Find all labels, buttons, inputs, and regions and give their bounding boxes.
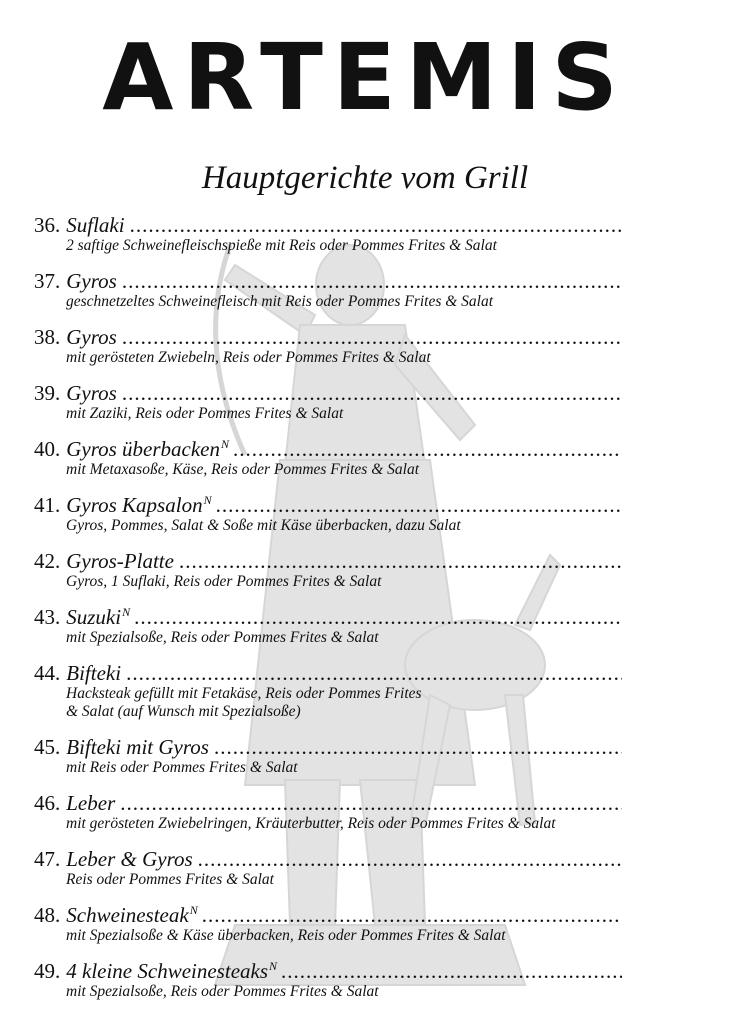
menu-item-number: 47. xyxy=(34,847,61,871)
menu-item-description: mit Spezialsoße, Reis oder Pommes Frites & Salat xyxy=(66,983,379,1000)
dot-leader xyxy=(179,549,622,573)
menu-item-heading xyxy=(34,544,622,573)
dot-leader xyxy=(122,269,622,293)
dot-leader xyxy=(134,605,622,629)
dot-leader xyxy=(120,791,622,815)
menu-item-heading xyxy=(34,264,622,293)
dot-leader xyxy=(122,381,622,405)
menu-item-description: Reis oder Pommes Frites & Salat xyxy=(66,871,274,888)
menu-item-marker: N xyxy=(221,437,230,451)
menu-item-number: 45. xyxy=(34,735,61,759)
menu-item-heading xyxy=(34,432,622,461)
menu-item xyxy=(34,432,674,479)
menu-item-number: 41. xyxy=(34,493,61,517)
menu-item-heading xyxy=(34,208,622,237)
menu-item-description: mit gerösteten Zwiebelringen, Kräuterbutter, Reis oder Pommes Frites & Salat xyxy=(66,815,556,832)
menu-item-number: 46. xyxy=(34,791,61,815)
menu-item-name xyxy=(66,320,118,349)
menu-item-number: 49. xyxy=(34,959,61,983)
menu-item-number: 44. xyxy=(34,661,61,685)
menu-item-description: Gyros, Pommes, Salat & Soße mit Käse überbacken, dazu Salat xyxy=(66,517,461,534)
menu-item xyxy=(34,320,674,367)
menu-item xyxy=(34,842,674,889)
menu-item-marker: N xyxy=(203,493,212,507)
menu-item-name-text: Gyros xyxy=(66,269,117,293)
menu-item-name xyxy=(66,208,125,237)
menu-item xyxy=(34,898,674,945)
menu-item xyxy=(34,544,674,591)
menu-item-description: geschnetzeltes Schweinefleisch mit Reis oder Pommes Frites & Salat xyxy=(66,293,494,310)
menu-item xyxy=(34,730,674,777)
menu-item-heading xyxy=(34,842,622,871)
menu-item-name xyxy=(66,898,197,927)
menu-item-heading xyxy=(34,898,622,927)
menu-item-name xyxy=(66,600,130,629)
menu-item-heading xyxy=(34,600,622,629)
menu-item-name-text: 4 kleine Schweinesteaks xyxy=(66,959,269,983)
menu-item-marker: N xyxy=(122,605,131,619)
menu-item-name-text: Bifteki mit Gyros xyxy=(66,735,209,759)
menu-item-marker: N xyxy=(269,959,278,973)
menu-item-number: 39. xyxy=(34,381,61,405)
dot-leader xyxy=(216,493,622,517)
menu-item-number: 42. xyxy=(34,549,61,573)
menu-item xyxy=(34,264,674,311)
menu-item-name xyxy=(66,656,122,685)
menu-item-name xyxy=(66,488,211,517)
menu-item-name-text: Gyros-Platte xyxy=(66,549,174,573)
menu-item-description: 2 saftige Schweinefleischspieße mit Reis oder Pommes Frites & Salat xyxy=(66,237,497,254)
menu-item-heading xyxy=(34,730,622,759)
dot-leader xyxy=(214,735,622,759)
menu-item-name xyxy=(66,786,116,815)
menu-item-description: mit Metaxasoße, Käse, Reis oder Pommes Frites & Salat xyxy=(66,461,420,478)
menu-list xyxy=(34,208,674,1010)
menu-item-number: 36. xyxy=(34,213,61,237)
menu-item-number: 38. xyxy=(34,325,61,349)
menu-item-number: 37. xyxy=(34,269,61,293)
menu-item-name xyxy=(66,842,193,871)
dot-leader xyxy=(122,325,622,349)
menu-item xyxy=(34,600,674,647)
menu-item-marker: N xyxy=(189,903,198,917)
dot-leader xyxy=(281,959,622,983)
menu-item-name-text: Gyros xyxy=(66,381,117,405)
menu-item-name xyxy=(66,730,210,759)
menu-item xyxy=(34,376,674,423)
dot-leader xyxy=(126,661,622,685)
menu-item-name xyxy=(66,544,175,573)
menu-item-description: mit Spezialsoße & Käse überbacken, Reis oder Pommes Frites & Salat xyxy=(66,927,506,944)
menu-item-description: Hacksteak gefüllt mit Fetakäse, Reis oder Pommes Frites & Salat (auf Wunsch mit Spezialsoße) xyxy=(66,685,422,720)
menu-item-name-text: Gyros überbacken xyxy=(66,437,221,461)
menu-item-description: mit Reis oder Pommes Frites & Salat xyxy=(66,759,298,776)
menu-item-description: Gyros, 1 Suflaki, Reis oder Pommes Frites & Salat xyxy=(66,573,382,590)
menu-item-description: mit Spezialsoße, Reis oder Pommes Frites & Salat xyxy=(66,629,379,646)
dot-leader xyxy=(198,847,622,871)
menu-item-number: 43. xyxy=(34,605,61,629)
menu-item-number: 48. xyxy=(34,903,61,927)
menu-item-name-text: Bifteki xyxy=(66,661,122,685)
menu-item xyxy=(34,208,674,255)
section-title: Hauptgerichte vom Grill xyxy=(201,160,529,196)
dot-leader xyxy=(202,903,622,927)
menu-item-name-text: Gyros xyxy=(66,325,117,349)
dot-leader xyxy=(233,437,622,461)
menu-item-name-text: Suflaki xyxy=(66,213,125,237)
menu-item-name-text: Schweinesteak xyxy=(66,903,189,927)
menu-item-name xyxy=(66,432,229,461)
menu-item-name-text: Leber xyxy=(66,791,116,815)
menu-item-heading xyxy=(34,488,622,517)
menu-item-number: 40. xyxy=(34,437,61,461)
menu-item-description: mit Zaziki, Reis oder Pommes Frites & Salat xyxy=(66,405,344,422)
menu-item xyxy=(34,488,674,535)
menu-item-heading xyxy=(34,376,622,405)
menu-item-heading xyxy=(34,786,622,815)
menu-item xyxy=(34,954,674,1001)
menu-item-heading xyxy=(34,320,622,349)
menu-item-description: mit gerösteten Zwiebeln, Reis oder Pommes Frites & Salat xyxy=(66,349,431,366)
artemis-logo: ARTEMIS xyxy=(102,24,628,131)
menu-item-heading xyxy=(34,656,622,685)
menu-item-name xyxy=(66,954,277,983)
dot-leader xyxy=(130,213,622,237)
menu-item-name-text: Leber & Gyros xyxy=(66,847,193,871)
menu-item-name-text: Suzuki xyxy=(66,605,122,629)
menu-item-name-text: Gyros Kapsalon xyxy=(66,493,203,517)
menu-item-heading xyxy=(34,954,622,983)
menu-item xyxy=(34,786,674,833)
menu-item-name xyxy=(66,376,118,405)
menu-item xyxy=(34,656,674,721)
menu-item-name xyxy=(66,264,118,293)
